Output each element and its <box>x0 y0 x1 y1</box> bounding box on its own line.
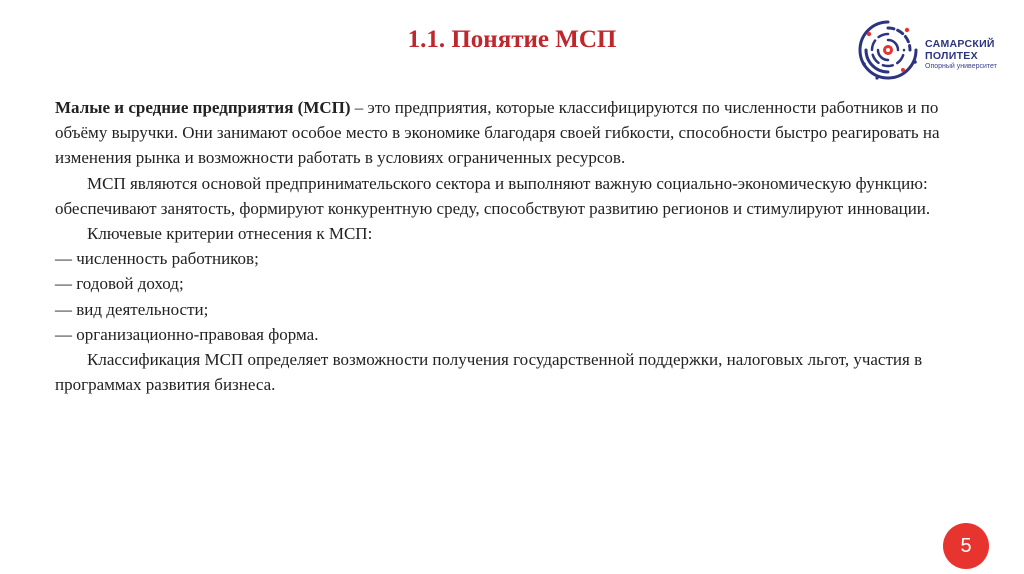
criteria-heading: Ключевые критерии отнесения к МСП: <box>87 224 373 244</box>
intro-term: Малые и средние предприятия (МСП) <box>55 98 351 117</box>
slide-title: 1.1. Понятие МСП <box>407 26 617 53</box>
logo-line-1: САМАРСКИЙ <box>925 38 995 50</box>
intro-paragraph <box>55 95 985 171</box>
logo-wordmark <box>925 39 997 70</box>
list-item: — вид деятельности; <box>55 299 209 319</box>
logo-line-2: ПОЛИТЕХ <box>925 49 978 62</box>
paragraph-2: МСП являются основой предпринимательского сектора и выполняют важную социально-экономическую функцию: обеспечивают занятость, формируют конкурентную среду, способствуют развитию регионов и стимулируют инновации. <box>55 173 931 218</box>
criteria-list <box>55 246 985 347</box>
paragraph-3: Классификация МСП определяет возможности получения государственной поддержки, налоговых льгот, участия в программах развития бизнеса. <box>55 350 923 395</box>
list-item: — годовой доход; <box>55 274 184 294</box>
intro-text: – это предприятия, которые классифицируются по численности работников и по объёму выручки. Они занимают особое место в экономике благодаря своей гибкости, способности быстро реагировать на изменения рынка и возможности работать в условиях ограниченных ресурсов. <box>55 98 940 168</box>
list-item: — организационно-правовая форма. <box>55 324 319 344</box>
list-item: — численность работников; <box>55 249 259 269</box>
slide-body <box>55 95 985 397</box>
university-logo <box>855 14 1015 86</box>
orbit-logo-icon <box>855 14 921 86</box>
logo-tagline: Опорный университет <box>925 63 997 70</box>
page-number-badge: 5 <box>943 523 989 569</box>
